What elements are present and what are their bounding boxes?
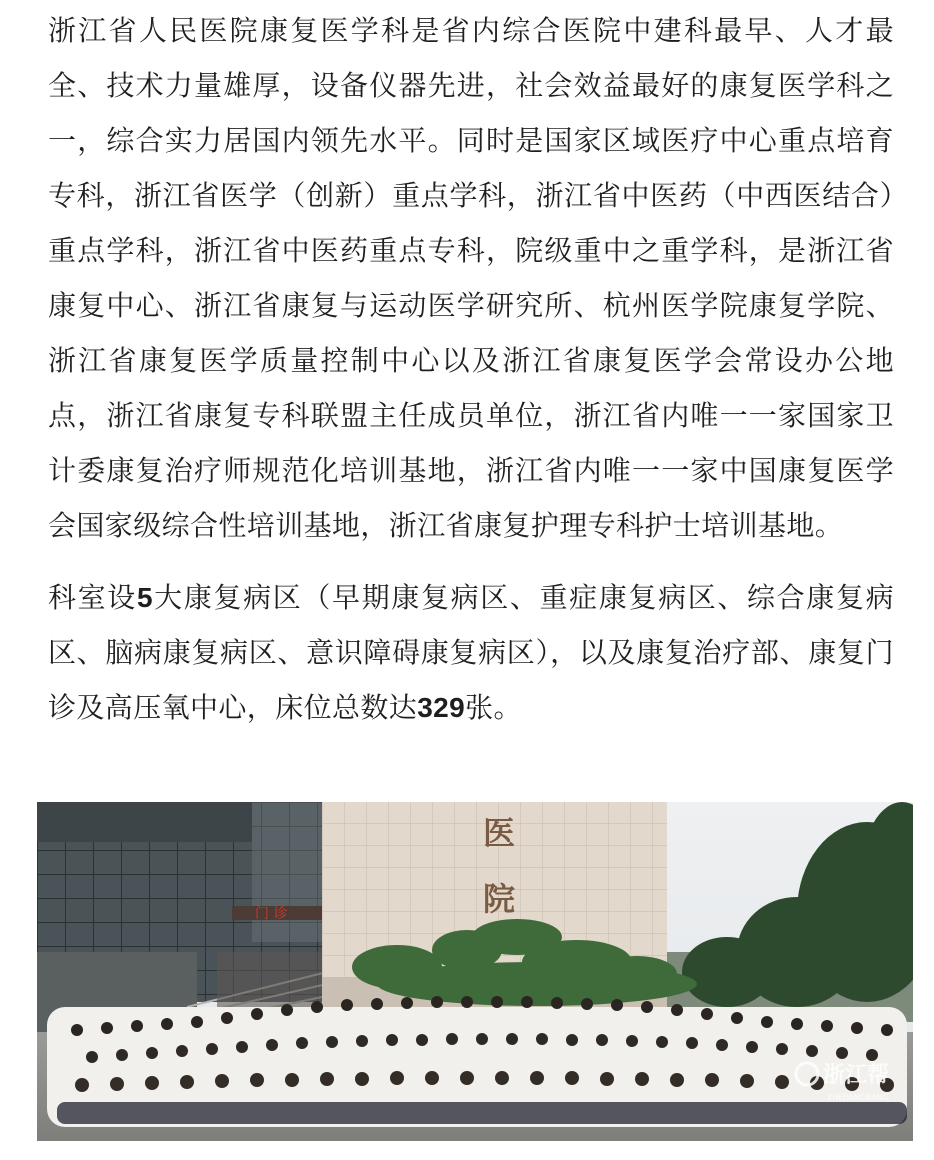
wards-text-3: 张。 [465,691,522,724]
watermark-text: 浙江帮 [823,1063,890,1088]
wards-text-1: 科室设 [48,581,137,614]
watermark-subtext: ZHEJIANGBANG [827,1093,890,1102]
group-photo-illustration [37,802,913,1141]
paragraph-wards [48,570,894,735]
building-sign-upper: 医 [483,814,516,852]
ward-count: 5 [136,582,153,613]
building-sign-lower: 院 [483,880,516,918]
paragraph-intro: 浙江省人民医院康复医学科是省内综合医院中建科最早、人才最全、技术力量雄厚，设备仪器先进，社会效益最好的康复医学科之一，综合实力居国内领先水平。同时是国家区域医疗中心重点培育专科，浙江省医学（创新）重点学科，浙江省中医药（中西医结合）重点学科，浙江省中医药重点专科，院级重中之重学科，是浙江省康复中心、浙江省康复与运动医学研究所、杭州医学院康复学院、浙江省康复医学质量控制中心以及浙江省康复医学会常设办公地点，浙江省康复专科联盟主任成员单位，浙江省内唯一一家国家卫计委康复治疗师规范化培训基地，浙江省内唯一一家中国康复医学会国家级综合性培训基地，浙江省康复护理专科护士培训基地。 [48,14,894,542]
article-body [48,0,894,735]
group-photo [37,802,913,1141]
staff-crowd [47,996,907,1127]
entrance-sign: 门 诊 [255,906,288,922]
wards-text-2: 大康复病区（早期康复病区、重症康复病区、综合康复病区、脑病康复病区、意识障碍康复病区），以及康复治疗部、康复门诊及高压氧中心，床位总数达 [48,581,894,724]
bed-count: 329 [417,692,466,723]
